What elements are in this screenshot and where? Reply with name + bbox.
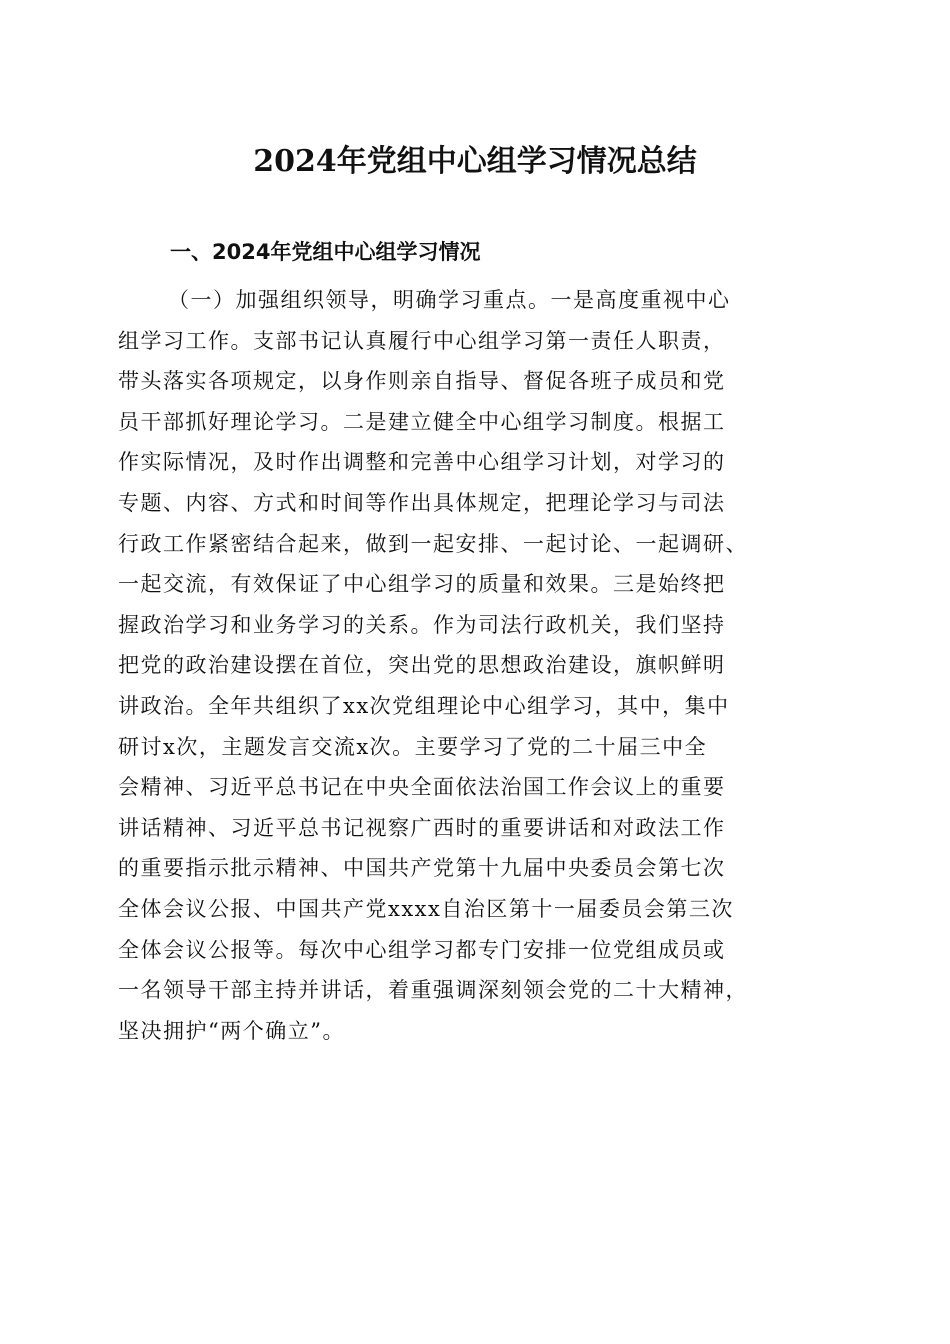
section-heading: 一、2024年党组中心组学习情况 — [170, 240, 481, 264]
paragraph-line: 组学习工作。支部书记认真履行中心组学习第一责任人职责， — [118, 328, 726, 353]
paragraph-line: 把党的政治建设摆在首位，突出党的思想政治建设，旗帜鲜明 — [118, 653, 726, 678]
paragraph-line: 握政治学习和业务学习的关系。作为司法行政机关，我们坚持 — [118, 612, 726, 637]
paragraph-line: 一名领导干部主持并讲话，着重强调深刻领会党的二十大精神， — [118, 978, 748, 1003]
paragraph-line: 坚决拥护“两个确立”。 — [118, 1018, 345, 1043]
paragraph-line: 全体会议公报等。每次中心组学习都专门安排一位党组成员或 — [118, 937, 726, 962]
paragraph-line: （一）加强组织领导，明确学习重点。一是高度重视中心 — [168, 288, 731, 312]
paragraph-line: 研讨x次，主题发言交流x次。主要学习了党的二十届三中全 — [118, 734, 708, 759]
body-paragraph — [118, 280, 838, 1051]
paragraph-line: 一起交流，有效保证了中心组学习的质量和效果。三是始终把 — [118, 572, 726, 597]
paragraph-line: 行政工作紧密结合起来，做到一起安排、一起讨论、一起调研、 — [118, 531, 748, 556]
paragraph-line: 讲政治。全年共组织了xx次党组理论中心组学习，其中，集中 — [118, 693, 730, 718]
paragraph-line: 讲话精神、习近平总书记视察广西时的重要讲话和对政法工作 — [118, 815, 726, 840]
paragraph-line: 员干部抓好理论学习。二是建立健全中心组学习制度。根据工 — [118, 409, 726, 434]
paragraph-line: 带头落实各项规定，以身作则亲自指导、督促各班子成员和党 — [118, 369, 726, 394]
paragraph-line: 作实际情况，及时作出调整和完善中心组学习计划，对学习的 — [118, 450, 726, 475]
paragraph-line: 专题、内容、方式和时间等作出具体规定，把理论学习与司法 — [118, 490, 726, 515]
paragraph-line: 的重要指示批示精神、中国共产党第十九届中央委员会第七次 — [118, 856, 726, 881]
paragraph-line: 会精神、习近平总书记在中央全面依法治国工作会议上的重要 — [118, 775, 726, 800]
paragraph-line: 全体会议公报、中国共产党xxxx自治区第十一届委员会第三次 — [118, 896, 734, 921]
document-title: 2024年党组中心组学习情况总结 — [253, 144, 697, 179]
